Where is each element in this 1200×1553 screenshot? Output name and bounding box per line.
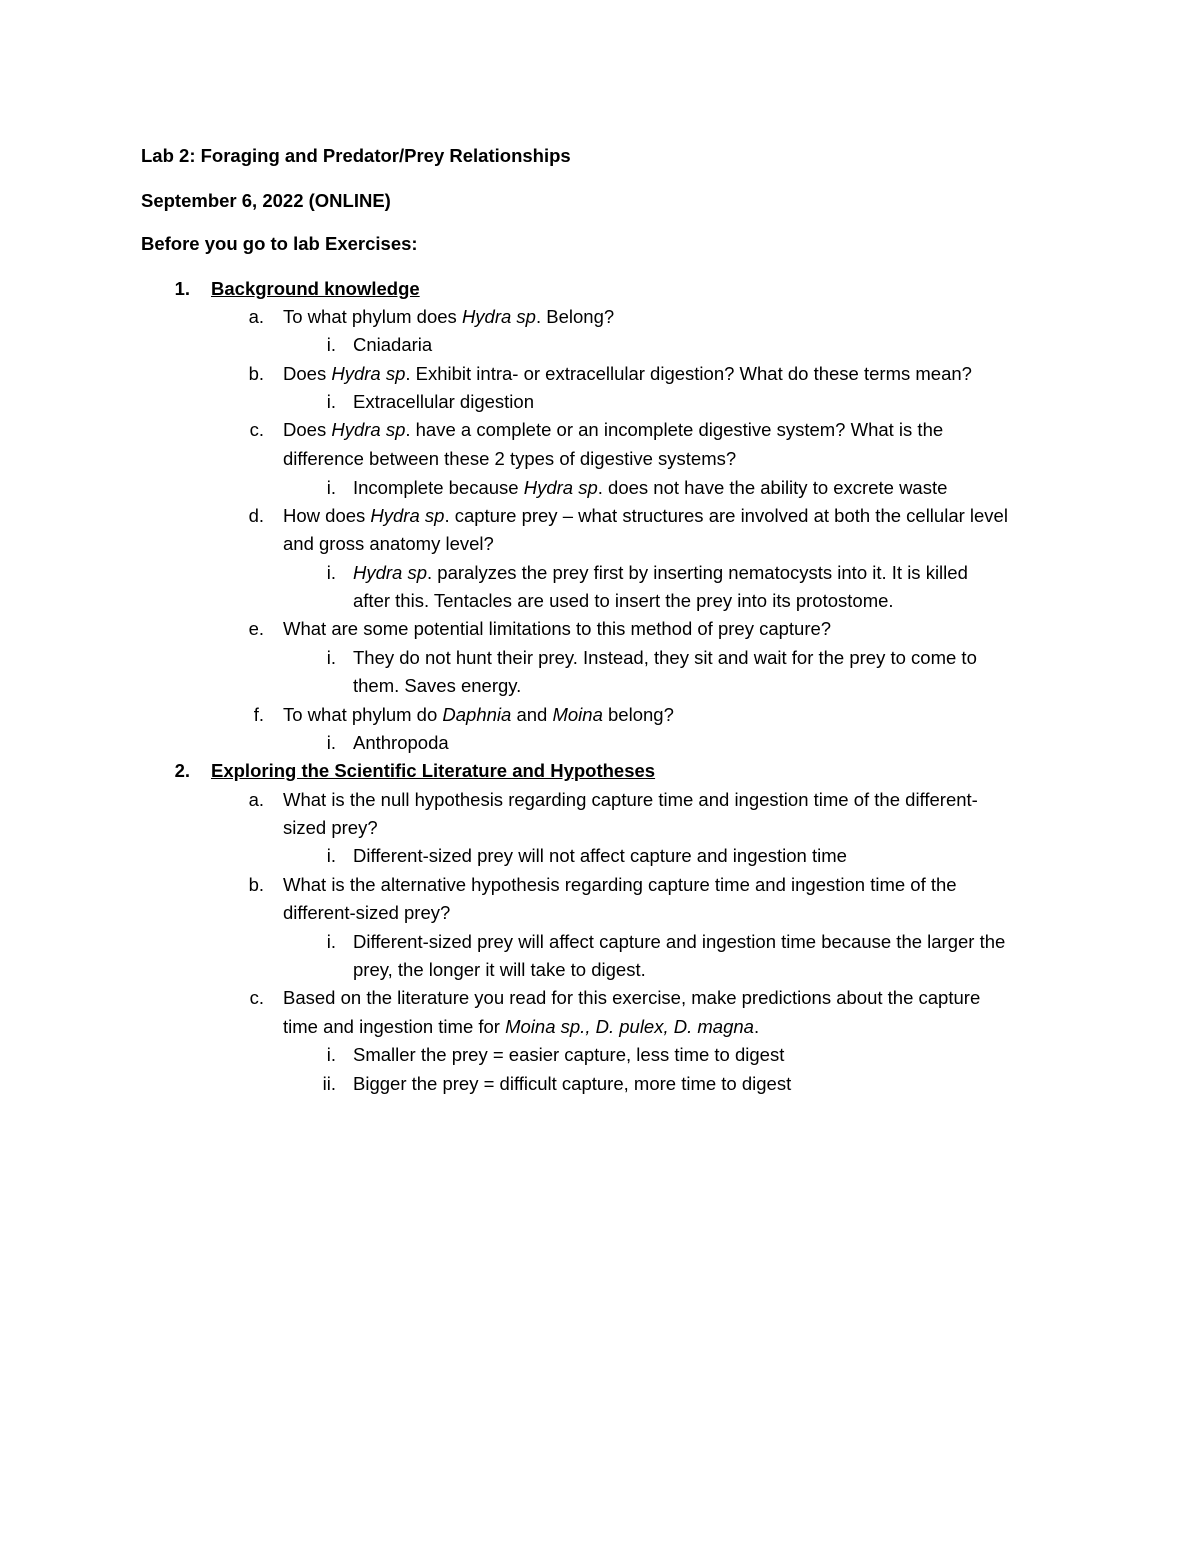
answer-text: Hydra sp. paralyzes the prey first by inserting nematocysts into it. It is killed [353, 562, 968, 583]
answer-text: Extracellular digestion [353, 391, 534, 412]
answer-numeral: i. [326, 477, 336, 498]
answer-numeral: i. [326, 391, 336, 412]
answer-numeral: i. [326, 334, 336, 355]
answer-numeral: i. [326, 732, 336, 753]
answer-text: They do not hunt their prey. Instead, they sit and wait for the prey to come to [353, 647, 977, 668]
answer-text: Smaller the prey = easier capture, less time to digest [353, 1044, 785, 1065]
question-text: Based on the literature you read for this exercise, make predictions about the capture [283, 987, 981, 1008]
answer-numeral: i. [326, 1044, 336, 1065]
answer-text: Different-sized prey will not affect capture and ingestion time [353, 845, 847, 866]
question-letter: f. [253, 704, 264, 725]
section-number: 1. [174, 278, 190, 299]
document-page: Lab 2: Foraging and Predator/Prey Relationships September 6, 2022 (ONLINE) Before you go to lab Exercises: 1. Background knowledge a. To what phylum does Hydra sp. Belong? i. Cniadaria b. Does Hydra sp. Exhibit intra- or extracellular digestion? What do these terms mean? i. Extracellular digestion c. Does Hydra sp. have a complete or an incomplete digestive system? What is the difference between these 2 types of digestive systems? i. Incomplete because Hydra sp. does not have the ability to excrete waste d. How does Hydra sp. capture prey – what structures are involved at both the cellular level and gross anatomy level? i. Hydra sp. paralyzes the prey first by inserting nematocysts into it. It is killed after this. Tentacles are used to insert the prey into its protostome. e. What are some potential limitations to this method of prey capture? i. They do not hunt their prey. Instead, they sit and wait for the prey to come to them. Saves energy. f. To what phylum do Daphnia and Moina belong? i. Anthropoda 2. Exploring the Scientific Literature and Hypotheses a. What is the null hypothesis regarding capture time and ingestion time of the different- sized prey? i. Different-sized prey will not affect capture and ingestion time b. What is the alternative hypothesis regarding capture time and ingestion time of the different-sized prey? i. Different-sized prey will affect capture and ingestion time because the larger the prey, the longer it will take to digest. c. Based on the literature you read for this exercise, make predictions about the capture time and ingestion time for Moina sp., D. pulex, D. magna. i. Smaller the prey = easier capture, less time to digest ii. Bigger the prey = difficult capture, more time to digest [0, 0, 1200, 1553]
document-date: September 6, 2022 (ONLINE) [141, 190, 391, 211]
question-text: What is the null hypothesis regarding capture time and ingestion time of the different- [283, 789, 978, 810]
question-letter: a. [248, 789, 264, 810]
answer-text: Anthropoda [353, 732, 449, 753]
section-title: Background knowledge [211, 278, 420, 299]
answer-text: Different-sized prey will affect capture and ingestion time because the larger the [353, 931, 1006, 952]
question-text: What is the alternative hypothesis regarding capture time and ingestion time of the [283, 874, 957, 895]
question-letter: d. [248, 505, 264, 526]
question-text: To what phylum do Daphnia and Moina belong? [283, 704, 674, 725]
answer-numeral: i. [326, 845, 336, 866]
answer-numeral: i. [326, 931, 336, 952]
answer-text: Incomplete because Hydra sp. does not have the ability to excrete waste [353, 477, 948, 498]
question-text: To what phylum does Hydra sp. Belong? [283, 306, 615, 327]
question-text: How does Hydra sp. capture prey – what structures are involved at both the cellular level [283, 505, 1008, 526]
question-text: Does Hydra sp. have a complete or an incomplete digestive system? What is the [283, 419, 944, 440]
answer-numeral: i. [326, 562, 336, 583]
question-letter: e. [248, 618, 264, 639]
question-letter: a. [248, 306, 264, 327]
answer-text: Bigger the prey = difficult capture, more time to digest [353, 1073, 792, 1094]
intro-heading: Before you go to lab Exercises: [141, 233, 418, 254]
question-letter: c. [249, 987, 264, 1008]
question-text: Does Hydra sp. Exhibit intra- or extracellular digestion? What do these terms mean? [283, 363, 972, 384]
answer-text: Cniadaria [353, 334, 433, 355]
question-letter: b. [248, 363, 264, 384]
question-letter: b. [248, 874, 264, 895]
section-number: 2. [174, 760, 190, 781]
section-title: Exploring the Scientific Literature and Hypotheses [211, 760, 656, 781]
answer-numeral: ii. [322, 1073, 336, 1094]
question-text: What are some potential limitations to this method of prey capture? [283, 618, 832, 639]
question-letter: c. [249, 419, 264, 440]
document-title: Lab 2: Foraging and Predator/Prey Relationships [141, 145, 571, 166]
answer-numeral: i. [326, 647, 336, 668]
